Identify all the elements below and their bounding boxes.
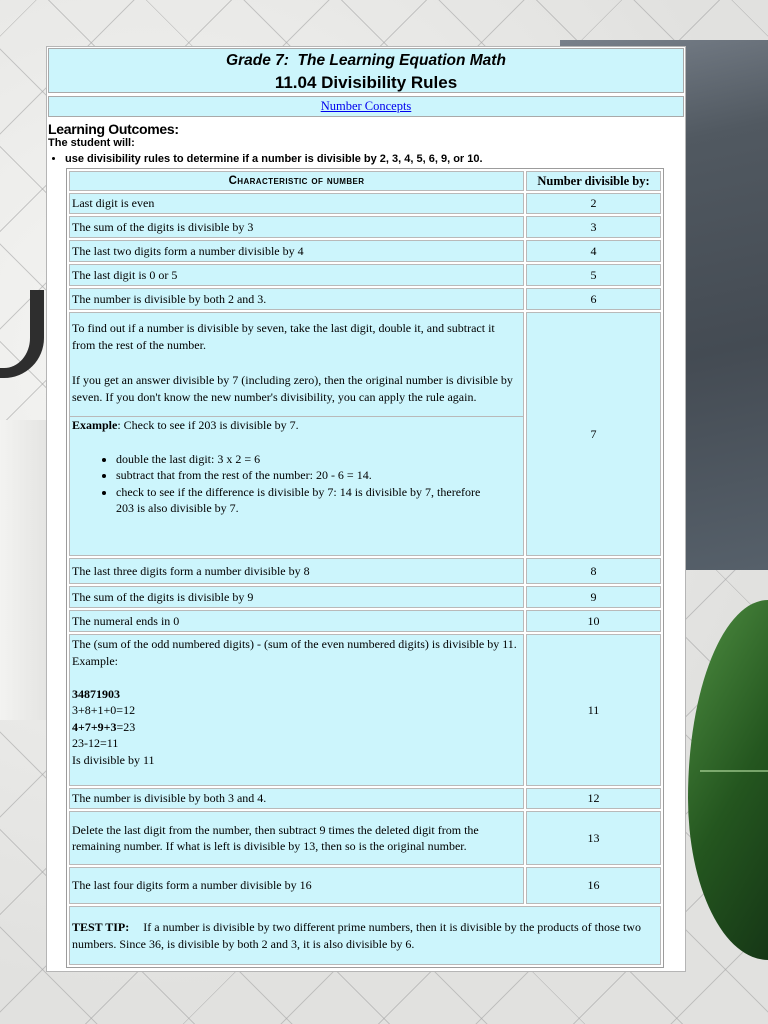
table-row bbox=[69, 216, 661, 238]
even-sum-result: =23 bbox=[116, 719, 136, 734]
divisor-cell: 3 bbox=[526, 216, 661, 238]
eleven-example-label: Example: bbox=[72, 653, 118, 668]
test-tip-text: If a number is divisible by two different prime numbers, then it is divisible by the products of those two numbers. Since 36, is divisible by both 2 and 3, it is also divisible by 6. bbox=[72, 920, 641, 951]
rule-cell: Last digit is even bbox=[69, 193, 524, 214]
rule-cell: The numeral ends in 0 bbox=[69, 610, 524, 632]
table-row-seven bbox=[69, 312, 661, 556]
leaf-vein bbox=[700, 770, 768, 772]
table-row bbox=[69, 288, 661, 310]
learning-outcome-item: • use divisibility rules to determine if a number is divisible by 2, 3, 4, 5, 6, 9, or 10. bbox=[65, 153, 483, 166]
seven-rule-paragraph: If you get an answer divisible by 7 (including zero), then the original number is divisible by seven. If you don't know the new number's divisibility, you can apply the rule again. bbox=[72, 373, 513, 404]
divisor-cell: 12 bbox=[526, 788, 661, 809]
test-tip-label: TEST TIP: bbox=[72, 920, 130, 934]
topic-link-row bbox=[48, 96, 684, 117]
table-row bbox=[69, 193, 661, 214]
seven-rule-paragraph: To find out if a number is divisible by seven, take the last digit, double it, and subtract it from the rest of the number. bbox=[72, 321, 495, 352]
learning-outcomes-heading: Learning Outcomes: bbox=[48, 121, 179, 137]
divisor-cell: 13 bbox=[526, 811, 661, 865]
table-row bbox=[69, 610, 661, 632]
seven-example-steps bbox=[72, 451, 521, 517]
divisor-cell: 10 bbox=[526, 610, 661, 632]
eleven-odd-sum: 3+8+1+0=12 bbox=[72, 703, 136, 717]
rule-cell: The number is divisible by both 3 and 4. bbox=[69, 788, 524, 809]
rule-cell: Delete the last digit from the number, then subtract 9 times the deleted digit from the remaining number. If what is left is divisible by 13, then so is the original number. bbox=[69, 811, 524, 865]
example-text: : Check to see if 203 is divisible by 7. bbox=[117, 418, 299, 432]
eleven-rule: The (sum of the odd numbered digits) - (sum of the even numbered digits) is divisible by 11. bbox=[72, 637, 517, 651]
divisor-cell: 4 bbox=[526, 240, 661, 262]
eleven-conclusion: Is divisible by 11 bbox=[72, 752, 155, 767]
divisor-header: Number divisible by: bbox=[526, 171, 661, 191]
blank-line bbox=[72, 669, 521, 686]
divisor-cell: 7 bbox=[526, 312, 661, 556]
table-row bbox=[69, 586, 661, 608]
rule-cell: The sum of the digits is divisible by 3 bbox=[69, 216, 524, 238]
dark-object bbox=[0, 290, 44, 378]
rule-cell: The number is divisible by both 2 and 3. bbox=[69, 288, 524, 310]
leaf bbox=[688, 600, 768, 960]
eleven-example-number bbox=[72, 686, 521, 703]
rule-cell-eleven bbox=[69, 634, 524, 786]
learning-outcomes-intro: The student will: bbox=[48, 137, 135, 149]
worksheet-page bbox=[46, 46, 686, 972]
learning-outcomes-list bbox=[48, 153, 483, 166]
divisor-cell: 5 bbox=[526, 264, 661, 286]
seven-rule-text bbox=[70, 313, 523, 405]
example-step: • check to see if the difference is divisible by 7: 14 is divisible by 7, therefore 203 is also divisible by 7. bbox=[116, 484, 501, 517]
rule-cell: The sum of the digits is divisible by 9 bbox=[69, 586, 524, 608]
divisor-cell: 6 bbox=[526, 288, 661, 310]
seven-example-line bbox=[72, 417, 521, 434]
eleven-rule-text bbox=[70, 635, 523, 768]
divisor-cell: 2 bbox=[526, 193, 661, 214]
rule-cell: The last four digits form a number divisible by 16 bbox=[69, 867, 524, 904]
table-row bbox=[69, 264, 661, 286]
table-row bbox=[69, 788, 661, 809]
divisor-cell: 9 bbox=[526, 586, 661, 608]
number-concepts-link[interactable]: Number Concepts bbox=[320, 99, 412, 113]
test-tip-cell bbox=[69, 906, 661, 965]
course-title: Grade 7: The Learning Equation Math bbox=[226, 52, 506, 69]
table-row bbox=[69, 811, 661, 865]
table-row bbox=[69, 240, 661, 262]
divisor-cell: 16 bbox=[526, 867, 661, 904]
divisibility-rules-table bbox=[66, 168, 664, 968]
characteristic-header: Characteristic of number bbox=[69, 171, 524, 191]
lesson-title: 11.04 Divisibility Rules bbox=[274, 73, 458, 92]
example-label: Example bbox=[72, 418, 118, 432]
table-header-row bbox=[69, 171, 661, 191]
table-row bbox=[69, 867, 661, 904]
eleven-difference: 23-12=11 bbox=[72, 736, 119, 750]
example-number: 34871903 bbox=[72, 686, 120, 701]
rule-cell: The last two digits form a number divisible by 4 bbox=[69, 240, 524, 262]
rule-cell-seven bbox=[69, 312, 524, 556]
divisor-cell: 8 bbox=[526, 558, 661, 584]
seven-example-box bbox=[70, 416, 523, 537]
test-tip-row bbox=[69, 906, 661, 965]
table-row bbox=[69, 558, 661, 584]
eleven-even-sum bbox=[72, 719, 521, 736]
rule-cell: The last digit is 0 or 5 bbox=[69, 264, 524, 286]
worksheet-header bbox=[48, 48, 684, 93]
table-row-eleven bbox=[69, 634, 661, 786]
example-step: • double the last digit: 3 x 2 = 6 bbox=[116, 451, 501, 468]
even-sum-terms: 4+7+9+3 bbox=[72, 719, 117, 734]
example-step: • subtract that from the rest of the number: 20 - 6 = 14. bbox=[116, 467, 501, 484]
divisor-cell: 11 bbox=[526, 634, 661, 786]
rule-cell: The last three digits form a number divisible by 8 bbox=[69, 558, 524, 584]
